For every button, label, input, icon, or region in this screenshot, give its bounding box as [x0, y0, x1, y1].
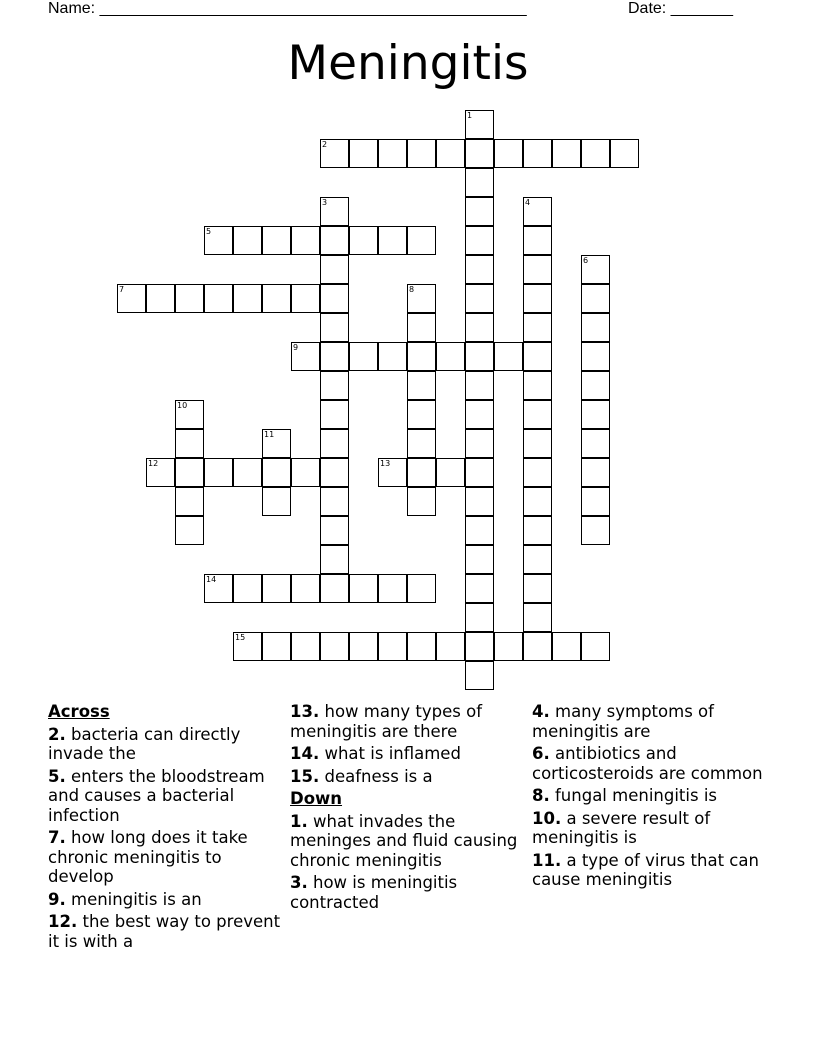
name-field[interactable]: Name: ________________________________________________	[48, 0, 527, 17]
grid-cell[interactable]	[407, 313, 436, 342]
clue-number: 13.	[290, 702, 320, 721]
clue-number-label: 2	[322, 140, 328, 149]
clue-text: meningitis is an	[71, 889, 202, 909]
clue-number-label: 14	[206, 575, 217, 584]
grid-cell[interactable]	[291, 458, 320, 487]
grid-cell[interactable]	[320, 313, 349, 342]
clue-text: many symptoms of meningitis are	[532, 702, 714, 741]
clue-number-label: 5	[206, 227, 212, 236]
grid-cell[interactable]	[465, 429, 494, 458]
clues-column-3	[532, 702, 768, 893]
grid-cell[interactable]	[407, 429, 436, 458]
grid-cell[interactable]	[233, 458, 262, 487]
grid-cell[interactable]	[204, 574, 233, 603]
grid-cell[interactable]	[407, 342, 436, 371]
clue-number-label: 12	[148, 459, 159, 468]
clue-number: 7.	[48, 828, 66, 847]
grid-cell[interactable]	[552, 139, 581, 168]
clue-text: what is inflamed	[324, 744, 461, 763]
clue-down-3	[290, 873, 526, 912]
grid-cell[interactable]	[523, 574, 552, 603]
grid-cell[interactable]	[291, 284, 320, 313]
grid-cell[interactable]	[233, 574, 262, 603]
grid-cell[interactable]	[262, 487, 291, 516]
grid-cell[interactable]	[581, 429, 610, 458]
grid-cell[interactable]	[436, 632, 465, 661]
grid-cell[interactable]	[465, 516, 494, 545]
clue-across-14	[290, 744, 526, 764]
clue-number: 6.	[532, 744, 550, 763]
grid-cell[interactable]	[465, 458, 494, 487]
grid-cell[interactable]	[523, 226, 552, 255]
grid-cell[interactable]	[465, 661, 494, 690]
grid-cell[interactable]	[320, 139, 349, 168]
clue-number: 1.	[290, 811, 308, 831]
grid-cell[interactable]	[320, 545, 349, 574]
grid-cell[interactable]	[465, 603, 494, 632]
clue-down-1	[290, 812, 526, 871]
clue-number-label: 10	[177, 401, 188, 410]
grid-cell[interactable]	[581, 342, 610, 371]
clue-number-label: 4	[525, 198, 531, 207]
grid-cell[interactable]	[523, 313, 552, 342]
grid-cell[interactable]	[262, 429, 291, 458]
grid-cell[interactable]	[523, 429, 552, 458]
grid-cell[interactable]	[291, 574, 320, 603]
grid-cell[interactable]	[581, 255, 610, 284]
grid-cell[interactable]	[262, 574, 291, 603]
grid-cell[interactable]	[262, 632, 291, 661]
grid-cell[interactable]	[320, 284, 349, 313]
grid-cell[interactable]	[175, 487, 204, 516]
grid-cell[interactable]	[378, 342, 407, 371]
grid-cell[interactable]	[320, 197, 349, 226]
grid-cell[interactable]	[146, 284, 175, 313]
grid-cell[interactable]	[407, 284, 436, 313]
clue-text: how many types of meningitis are there	[290, 702, 483, 741]
clue-text: how long does it take chronic meningitis to develop	[48, 828, 248, 886]
clue-across-13	[290, 702, 526, 741]
clue-number: 4.	[532, 702, 550, 721]
grid-cell[interactable]	[494, 139, 523, 168]
grid-cell[interactable]	[378, 458, 407, 487]
grid-cell[interactable]	[407, 632, 436, 661]
clue-number-label: 6	[583, 256, 589, 265]
clue-across-7	[48, 828, 284, 887]
grid-cell[interactable]	[233, 632, 262, 661]
grid-cell[interactable]	[349, 574, 378, 603]
grid-cell[interactable]	[523, 197, 552, 226]
grid-cell[interactable]	[233, 284, 262, 313]
clue-down-10	[532, 809, 768, 848]
grid-cell[interactable]	[320, 342, 349, 371]
clue-number: 14.	[290, 744, 320, 763]
header	[48, 0, 748, 20]
clue-text: the best way to prevent it is with a	[48, 912, 281, 951]
grid-cell[interactable]	[465, 226, 494, 255]
grid-cell[interactable]	[204, 284, 233, 313]
grid-cell[interactable]	[291, 342, 320, 371]
grid-cell[interactable]	[581, 632, 610, 661]
clue-text: bacteria can directly invade the	[48, 724, 241, 763]
grid-cell[interactable]	[523, 603, 552, 632]
grid-cell[interactable]	[494, 632, 523, 661]
clue-down-8	[532, 786, 768, 806]
grid-cell[interactable]	[465, 168, 494, 197]
grid-cell[interactable]	[204, 458, 233, 487]
grid-cell[interactable]	[581, 371, 610, 400]
grid-cell[interactable]	[175, 516, 204, 545]
grid-cell[interactable]	[465, 255, 494, 284]
clue-text: what invades the meninges and fluid causing chronic meningitis	[290, 811, 518, 870]
grid-cell[interactable]	[465, 400, 494, 429]
grid-cell[interactable]	[378, 226, 407, 255]
grid-cell[interactable]	[291, 632, 320, 661]
grid-cell[interactable]	[407, 574, 436, 603]
grid-cell[interactable]	[320, 487, 349, 516]
page-title: Meningitis	[287, 36, 529, 91]
grid-cell[interactable]	[349, 226, 378, 255]
grid-cell[interactable]	[262, 458, 291, 487]
grid-cell[interactable]	[407, 371, 436, 400]
grid-cell[interactable]	[320, 429, 349, 458]
grid-cell[interactable]	[523, 516, 552, 545]
clue-number-label: 11	[264, 430, 275, 439]
grid-cell[interactable]	[320, 226, 349, 255]
grid-cell[interactable]	[465, 342, 494, 371]
clue-across-12	[48, 912, 284, 951]
grid-cell[interactable]	[465, 313, 494, 342]
grid-cell[interactable]	[465, 574, 494, 603]
grid-cell[interactable]	[407, 139, 436, 168]
grid-cell[interactable]	[407, 487, 436, 516]
grid-cell[interactable]	[581, 516, 610, 545]
grid-cell[interactable]	[523, 400, 552, 429]
grid-cell[interactable]	[552, 632, 581, 661]
clue-number-label: 13	[380, 459, 391, 468]
grid-cell[interactable]	[465, 545, 494, 574]
grid-cell[interactable]	[436, 342, 465, 371]
clue-number-label: 8	[409, 285, 415, 294]
clue-number-label: 7	[119, 285, 125, 294]
grid-cell[interactable]	[581, 458, 610, 487]
grid-cell[interactable]	[465, 139, 494, 168]
clue-down-4	[532, 702, 768, 741]
date-field[interactable]: Date: _______	[628, 0, 733, 17]
clue-text: how is meningitis contracted	[290, 873, 458, 912]
grid-cell[interactable]	[320, 574, 349, 603]
clue-across-2	[48, 725, 284, 764]
clue-text: a severe result of meningitis is	[532, 808, 711, 847]
grid-cell[interactable]	[494, 342, 523, 371]
clue-number: 3.	[290, 873, 308, 892]
grid-cell[interactable]	[175, 400, 204, 429]
clue-number: 15.	[290, 766, 320, 786]
clue-number: 9.	[48, 889, 66, 909]
grid-cell[interactable]	[523, 255, 552, 284]
grid-cell[interactable]	[117, 284, 146, 313]
clue-number-label: 1	[467, 111, 473, 120]
clue-number: 11.	[532, 850, 562, 870]
clue-text: a type of virus that can cause meningitis	[532, 850, 759, 889]
grid-cell[interactable]	[175, 458, 204, 487]
grid-cell[interactable]	[581, 139, 610, 168]
clue-across-9	[48, 890, 284, 910]
clue-number: 12.	[48, 912, 78, 931]
clue-text: enters the bloodstream and causes a bacterial infection	[48, 766, 265, 825]
grid-cell[interactable]	[407, 400, 436, 429]
grid-cell[interactable]	[523, 139, 552, 168]
grid-cell[interactable]	[465, 487, 494, 516]
grid-cell[interactable]	[262, 284, 291, 313]
clue-text: fungal meningitis is	[555, 786, 717, 805]
grid-cell[interactable]	[407, 226, 436, 255]
grid-cell[interactable]	[378, 632, 407, 661]
grid-cell[interactable]	[320, 458, 349, 487]
clue-number-label: 9	[293, 343, 299, 352]
grid-cell[interactable]	[349, 139, 378, 168]
grid-cell[interactable]	[378, 574, 407, 603]
grid-cell[interactable]	[523, 458, 552, 487]
grid-cell[interactable]	[146, 458, 175, 487]
grid-cell[interactable]	[523, 632, 552, 661]
grid-cell[interactable]	[436, 139, 465, 168]
grid-cell[interactable]	[581, 487, 610, 516]
grid-cell[interactable]	[291, 226, 320, 255]
grid-cell[interactable]	[349, 342, 378, 371]
clue-number-label: 3	[322, 198, 328, 207]
grid-cell[interactable]	[262, 226, 291, 255]
grid-cell[interactable]	[465, 110, 494, 139]
grid-cell[interactable]	[320, 371, 349, 400]
clue-number: 10.	[532, 808, 562, 828]
grid-cell[interactable]	[581, 400, 610, 429]
clue-text: antibiotics and corticosteroids are common	[532, 744, 763, 783]
clue-number: 8.	[532, 786, 550, 805]
grid-cell[interactable]	[320, 400, 349, 429]
down-heading: Down	[290, 789, 343, 808]
grid-cell[interactable]	[581, 313, 610, 342]
grid-cell[interactable]	[320, 632, 349, 661]
grid-cell[interactable]	[523, 487, 552, 516]
across-heading: Across	[48, 702, 110, 721]
grid-cell[interactable]	[175, 284, 204, 313]
clue-across-5	[48, 767, 284, 826]
grid-cell[interactable]	[320, 516, 349, 545]
grid-cell[interactable]	[465, 197, 494, 226]
clue-across-15	[290, 767, 526, 787]
grid-cell[interactable]	[465, 632, 494, 661]
grid-cell[interactable]	[465, 371, 494, 400]
clue-number: 2.	[48, 724, 66, 744]
clue-down-6	[532, 744, 768, 783]
grid-cell[interactable]	[233, 226, 262, 255]
clue-number-label: 15	[235, 633, 246, 642]
grid-cell[interactable]	[407, 458, 436, 487]
grid-cell[interactable]	[523, 342, 552, 371]
grid-cell[interactable]	[523, 284, 552, 313]
grid-cell[interactable]	[320, 255, 349, 284]
clues-column-1	[48, 702, 284, 954]
clue-down-11	[532, 851, 768, 890]
grid-cell[interactable]	[378, 139, 407, 168]
clues-column-2	[290, 702, 526, 915]
grid-cell[interactable]	[436, 458, 465, 487]
clue-text: deafness is a	[324, 766, 433, 786]
grid-cell[interactable]	[610, 139, 639, 168]
grid-cell[interactable]	[349, 632, 378, 661]
grid-cell[interactable]	[581, 284, 610, 313]
grid-cell[interactable]	[523, 371, 552, 400]
clue-number: 5.	[48, 766, 66, 786]
grid-cell[interactable]	[465, 284, 494, 313]
grid-cell[interactable]	[204, 226, 233, 255]
grid-cell[interactable]	[175, 429, 204, 458]
grid-cell[interactable]	[523, 545, 552, 574]
